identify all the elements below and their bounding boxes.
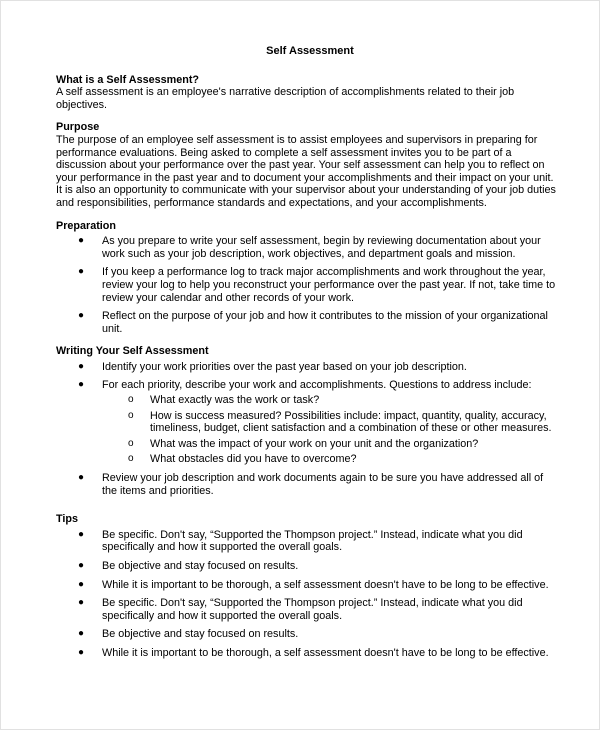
- tips-list: [56, 529, 556, 660]
- writing-list: [56, 361, 556, 497]
- heading-preparation: Preparation: [56, 219, 116, 232]
- list-item: ● Be specific. Don't say, “Supported the Thompson project.” Instead, indicate what you did specifically and how it supported the overall goals.: [78, 528, 523, 554]
- heading-what: What is a Self Assessment?: [56, 73, 200, 86]
- sub-bullet-icon: o: [128, 437, 134, 449]
- section-tips: [56, 513, 556, 659]
- list-item: ● Be specific. Don't say, “Supported the Thompson project.” Instead, indicate what you did specifically and how it supported the overall goals.: [78, 597, 523, 622]
- list-item: ● While it is important to be thorough, a self assessment doesn't have to be long to be effective.: [78, 578, 549, 591]
- list-item: ● Reflect on the purpose of your job and how it contributes to the mission of your organizational unit.: [78, 310, 548, 335]
- bullet-icon: ●: [78, 628, 85, 640]
- sub-list-item: o How is success measured? Possibilities include: impact, quantity, quality, accuracy, timeliness, budget, client satisfaction and a combination of these or other measures.: [128, 409, 552, 435]
- bullet-icon: ●: [78, 235, 85, 247]
- document-body: [56, 45, 556, 670]
- list-item: ● For each priority, describe your work and accomplishments. Questions to address include: o What exactly was the work or task? o How is success measured? Possibilities include: impact, quantity, quality, accuracy, timeliness, budget, client satisfaction and a combination of these or other measures. o What was the impact of your work on your unit and the organization? o What obstacles did you have to overcome?: [56, 379, 556, 466]
- paragraph-purpose: The purpose of an employee self assessment is to assist employees and supervisors in preparing for performance evaluations. Being asked to complete a self assessment invites you to be part of a discussion about your performance over the past year. Your self assessment can help you to reflect on your performance in the past year and to document your accomplishments and their impact on your unit. It is also an opportunity to communicate with your supervisor about your understanding of your job duties and responsibilities, performance standards and expectations, and your accomplishments.: [56, 133, 556, 209]
- heading-purpose: Purpose: [56, 121, 100, 134]
- section-purpose: [56, 121, 556, 209]
- list-item: ● Review your job description and work documents again to be sure you have addressed all of the items and priorities.: [78, 472, 544, 497]
- document-title: Self Assessment: [266, 45, 354, 57]
- sub-bullet-icon: o: [128, 453, 134, 465]
- sub-list-item: o What was the impact of your work on your unit and the organization?: [128, 437, 479, 450]
- list-item: ● If you keep a performance log to track major accomplishments and work throughout the year, review your log to help you reconstruct your performance over the past year. If not, take time to review your calendar and other records of your work.: [78, 266, 556, 304]
- list-item: ● While it is important to be thorough, a self assessment doesn't have to be long to be effective.: [78, 646, 549, 659]
- heading-writing: Writing Your Self Assessment: [56, 345, 209, 358]
- sub-list-item: o What obstacles did you have to overcome?: [128, 453, 357, 466]
- bullet-icon: ●: [78, 597, 85, 609]
- paragraph-what: A self assessment is an employee's narrative description of accomplishments related to their job objectives.: [56, 86, 515, 111]
- list-item: ● Be objective and stay focused on results.: [78, 560, 299, 572]
- sub-list-item: o What exactly was the work or task?: [128, 394, 320, 407]
- bullet-icon: ●: [78, 266, 85, 278]
- section-what: [56, 74, 556, 112]
- sub-bullet-icon: o: [128, 409, 134, 421]
- list-item: ● Be objective and stay focused on results.: [78, 628, 299, 641]
- bullet-icon: ●: [78, 360, 85, 372]
- list-item: ● As you prepare to write your self assessment, begin by reviewing documentation about your work such as your job description, work objectives, and department goals and mission.: [78, 235, 541, 260]
- sub-bullet-icon: o: [128, 394, 134, 406]
- bullet-icon: ●: [78, 560, 85, 571]
- section-preparation: [56, 220, 556, 336]
- section-writing: [56, 345, 556, 497]
- bullet-icon: ●: [78, 472, 85, 484]
- bullet-icon: ●: [78, 310, 85, 322]
- list-item: ● Identify your work priorities over the past year based on your job description.: [78, 360, 467, 373]
- preparation-list: [56, 235, 556, 335]
- bullet-icon: ●: [78, 528, 85, 540]
- questions-list: [102, 394, 556, 466]
- bullet-icon: ●: [78, 646, 85, 658]
- bullet-icon: ●: [78, 379, 85, 391]
- bullet-icon: ●: [78, 578, 85, 590]
- heading-tips: Tips: [56, 513, 78, 526]
